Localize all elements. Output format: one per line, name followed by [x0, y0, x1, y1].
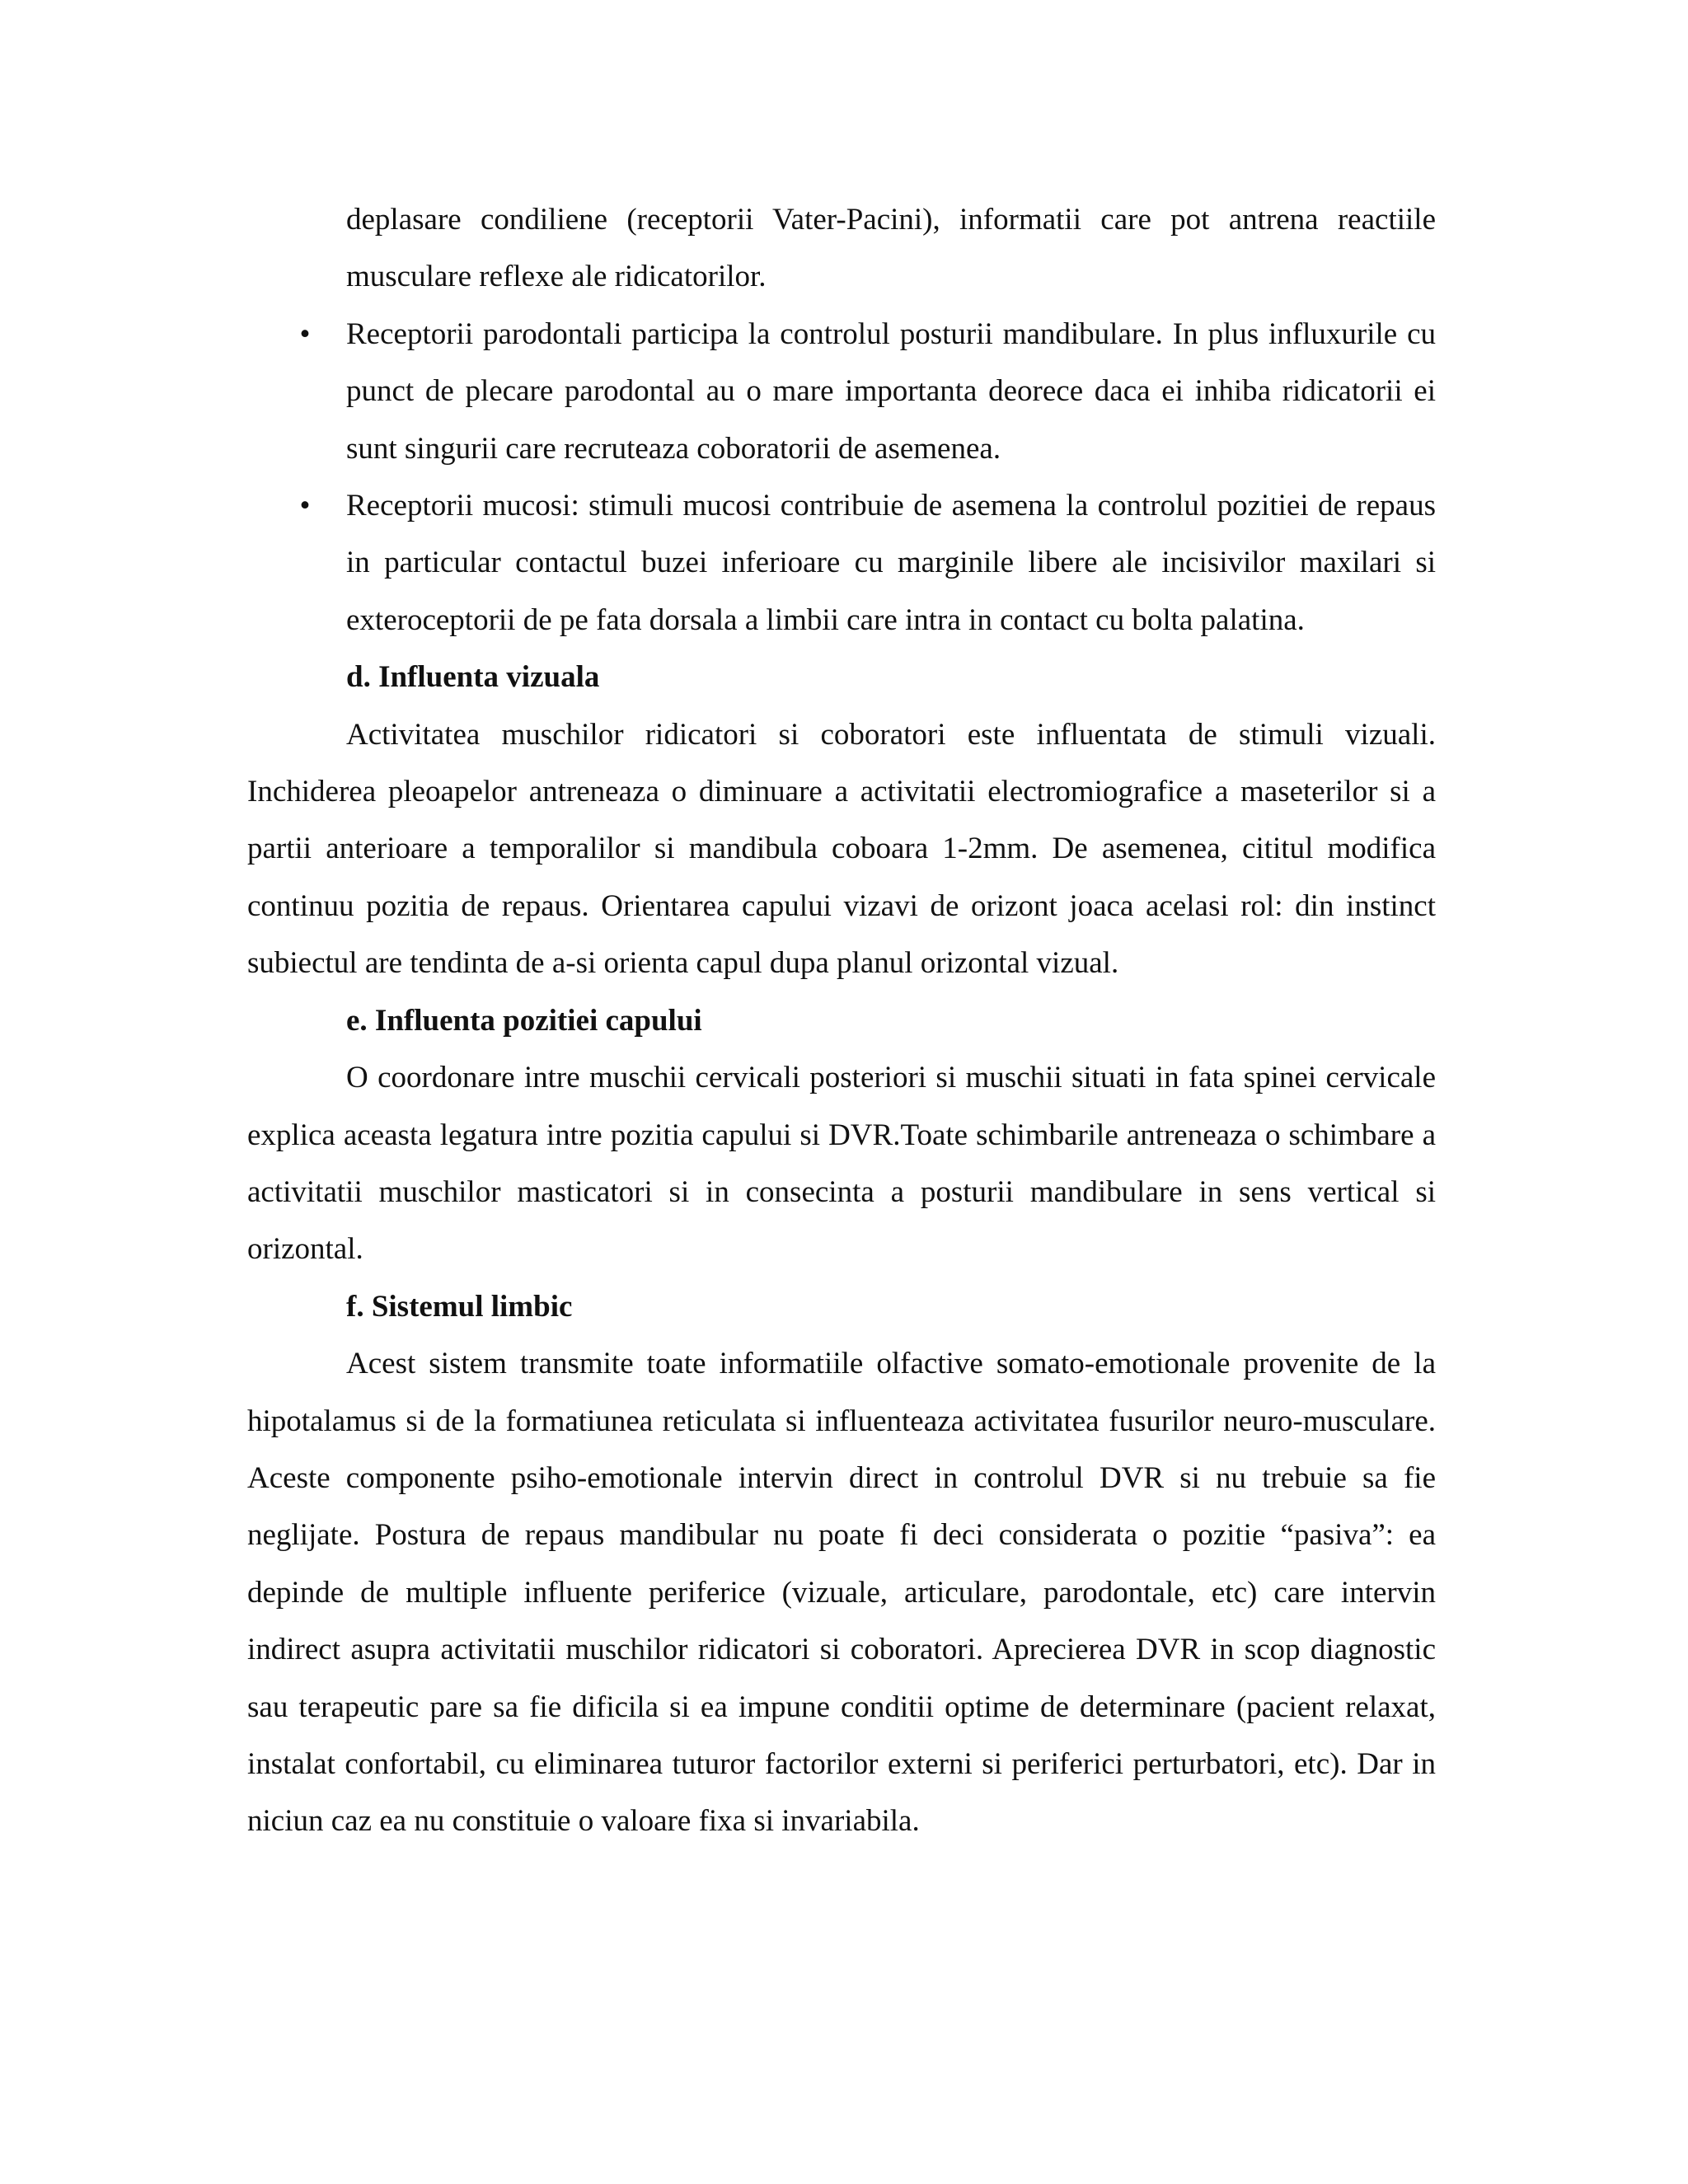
section-paragraph-limbic-system: Acest sistem transmite toate informatiile olfactive somato-emotionale provenite de la hipotalamus si de la formatiunea reticulata si influenteaza activitatea fusurilor neuro-musculare. Aceste componente psiho-emotionale intervin direct in controlul DVR si nu trebuie sa fie neglijate. Postura de repaus mandibular nu poate fi deci considerata o pozitie “pasiva”: ea depinde de multiple influente periferice (vizuale, articulare, parodontale, etc) care intervin indirect asupra activitatii muschilor ridicatori si coboratori. Aprecierea DVR in scop diagnostic sau terapeutic pare sa fie dificila si ea impune conditii optime de determinare (pacient relaxat, instalat confortabil, cu eliminarea tuturor factorilor externi si periferici perturbatori, etc). Dar in niciun caz ea nu constituie o valoare fixa si invariabila.: [247, 1347, 1436, 1839]
bullet-item-mucosal-receptors: [247, 477, 1436, 649]
section-heading-head-position: e. Influenta pozitiei capului: [346, 1003, 702, 1038]
bullet-text: Receptorii mucosi: stimuli mucosi contribuie de asemena la controlul pozitiei de repaus in particular contactul buzei inferioare cu marginile libere ale incisivilor maxilari si exteroceptorii de pe fata dorsala a limbii care intra in contact cu bolta palatina.: [346, 489, 1436, 637]
document-body: [247, 191, 1436, 1850]
bullet-text: Receptorii parodontali participa la controlul posturii mandibulare. In plus influxurile cu punct de plecare parodontal au o mare importanta deorece daca ei inhiba ridicatorii ei sunt singurii care recruteaza coboratorii de asemenea.: [346, 316, 1436, 466]
section-heading-limbic-system: f. Sistemul limbic: [346, 1289, 573, 1324]
section-heading-visual-influence: d. Influenta vizuala: [346, 660, 600, 695]
bullet-icon: •: [299, 489, 311, 523]
bullet-icon: •: [299, 316, 311, 351]
continuation-paragraph: deplasare condiliene (receptorii Vater-Pacini), informatii care pot antrena reactiile musculare reflexe ale ridicatorilor.: [346, 203, 1436, 294]
bullet-item-parodontal-receptors: [247, 306, 1436, 477]
section-paragraph-head-position: O coordonare intre muschii cervicali posteriori si muschii situati in fata spinei cervicale explica aceasta legatura intre pozitia capului si DVR.Toate schimbarile antreneaza o schimbare a activitatii muschilor masticatori si in consecinta a posturii mandibulare in sens vertical si orizontal.: [247, 1061, 1436, 1267]
section-paragraph-visual-influence: Activitatea muschilor ridicatori si coboratori este influentata de stimuli vizuali. Inchiderea pleoapelor antreneaza o diminuare a activitatii electromiografice a maseterilor si a partii anterioare a temporalilor si mandibula coboara 1-2mm. De asemenea, cititul modifica continuu pozitia de repaus. Orientarea capului vizavi de orizont joaca acelasi rol: din instinct subiectul are tendinta de a-si orienta capul dupa planul orizontal vizual.: [247, 717, 1436, 981]
